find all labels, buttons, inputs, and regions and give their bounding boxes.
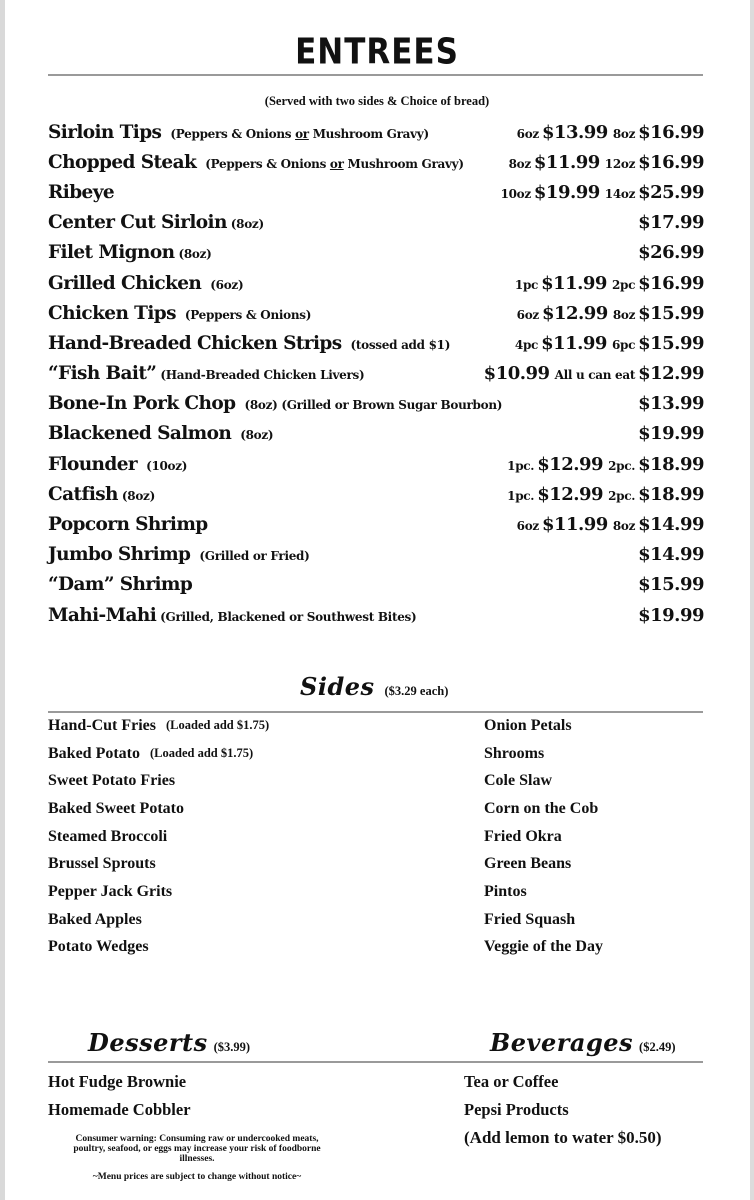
entree-name-group [48,242,211,263]
entree-name-group [48,454,187,475]
entree-name-group [48,544,310,565]
side-name: Baked Potato [48,744,140,762]
price-unit: 2pc. [608,488,636,503]
entree-note: (10oz) [146,458,188,473]
page-edge-left [0,0,5,1200]
side-item [48,934,448,962]
entree-note: (8oz) [240,428,274,443]
price-notice: ~Menu prices are subject to change without notice~ [92,1172,302,1182]
side-item [48,823,448,851]
entree-note: (8oz) (Grilled or Brown Sugar Bourbon) [244,398,503,413]
side-name: Pepper Jack Grits [48,882,173,900]
price-unit: 2pc. [608,458,636,473]
beverages-title: Beverages [490,1028,634,1057]
entree-row [48,208,704,238]
entree-row [48,600,704,630]
entree-name: Chicken Tips [48,302,176,324]
price-unit: 6oz [516,519,539,534]
entree-price-group [517,303,704,324]
entree-row [48,449,704,479]
entree-name: “Dam” Shrimp [48,574,193,596]
entree-name-group [48,212,264,233]
entree-name: Mahi-Mahi [48,604,157,626]
entree-price-group [638,212,704,233]
desserts-price: ($3.99) [213,1040,251,1054]
price-unit: 8oz [612,519,636,534]
entree-price-group [501,182,704,203]
side-item [48,850,448,878]
entree-name-group [48,303,311,324]
price-amount: $13.99 [638,393,704,415]
side-item: Fried Squash [484,910,576,928]
entree-row [48,117,704,147]
entree-name: Bone-In Pork Chop [48,393,236,415]
price-amount: $13.99 [541,121,608,143]
entree-row [48,298,704,328]
price-amount: $19.99 [638,604,704,626]
price-unit: 8oz [612,126,636,141]
entree-row [48,389,704,419]
entree-row [48,570,704,600]
sides-left-column [48,712,448,961]
entree-note [205,157,463,171]
entree-note-or: or [295,126,309,141]
price-amount: $25.99 [638,181,704,203]
desserts-list [48,1068,348,1124]
price-amount: $16.99 [638,121,704,143]
entree-row [48,479,704,509]
entree-name: Sirloin Tips [48,121,162,143]
entree-row [48,328,704,358]
entree-note: (tossed add $1) [350,337,451,352]
entrees-subtitle: (Served with two sides & Choice of bread) [264,94,490,108]
side-item [48,740,448,768]
entree-note: (Grilled or Fried) [199,549,310,564]
dessert-item: Hot Fudge Brownie [48,1072,187,1091]
side-name: Baked Sweet Potato [48,799,184,817]
side-item: Onion Petals [484,716,572,734]
entree-price-group [484,363,704,384]
entree-price-group [507,454,704,475]
side-note: (Loaded add $1.75) [150,746,254,761]
price-amount: $18.99 [638,483,704,505]
sides-right-column [484,712,704,961]
entree-name: Grilled Chicken [48,272,202,294]
side-name: Potato Wedges [48,938,149,956]
entree-price-group [515,273,704,294]
price-amount: $12.99 [537,483,604,505]
side-item: Shrooms [484,744,545,762]
entree-name-group [48,484,155,505]
entree-row [48,238,704,268]
side-name: Steamed Broccoli [48,827,168,845]
side-item [48,906,448,934]
entree-name-group [48,182,114,203]
side-name: Hand-Cut Fries [48,716,156,734]
side-item: Fried Okra [484,827,562,845]
price-unit: 2pc [611,277,636,292]
price-amount: $12.99 [537,453,604,475]
side-name: Baked Apples [48,910,142,928]
beverages-price: ($2.49) [639,1040,676,1054]
price-unit: 14oz [604,186,636,201]
entree-price-group [638,605,704,626]
sides-title: Sides [300,672,375,701]
beverages-header [490,1028,675,1057]
entree-name-group [48,273,243,294]
price-amount: $12.99 [638,363,704,385]
side-item [48,767,448,795]
desserts-title: Desserts [88,1028,208,1057]
entree-note-part: (Peppers & Onions [170,126,296,141]
beverage-item: Tea or Coffee [464,1072,559,1091]
side-note: (Loaded add $1.75) [166,718,270,733]
entree-name-group [48,574,192,595]
sides-header [300,672,448,701]
page-edge-right [750,0,754,1200]
side-name: Sweet Potato Fries [48,772,176,790]
entree-name-group [48,152,464,173]
entree-price-group [638,393,704,414]
price-unit: 4pc [514,337,539,352]
price-amount: $11.99 [541,514,608,536]
beverage-item: Pepsi Products [464,1100,569,1119]
entree-name: Blackened Salmon [48,423,232,445]
price-unit: 8oz [612,307,636,322]
price-unit: 1pc. [507,488,535,503]
entree-row [48,147,704,177]
price-unit: 10oz [500,186,531,201]
price-amount: $26.99 [638,242,704,264]
price-amount: $15.99 [638,302,704,324]
entree-price-group [507,484,704,505]
price-unit: All u can eat [554,368,636,383]
side-item [48,878,448,906]
price-amount: $12.99 [541,302,608,324]
price-amount: $18.99 [638,453,704,475]
entree-note-or: or [329,156,344,171]
price-amount: $15.99 [638,332,704,354]
entree-name: Jumbo Shrimp [48,544,191,566]
entrees-title: ENTREES [295,31,459,73]
price-unit: 1pc [514,277,539,292]
entree-name: Catfish [48,483,118,505]
entree-name-group [48,363,364,384]
entree-note: (Hand-Breaded Chicken Livers) [160,368,365,383]
price-amount: $11.99 [533,151,600,173]
entree-name-group [48,333,450,354]
entree-name-group [48,514,208,535]
price-unit: 6oz [516,126,539,141]
entree-price-group [638,544,704,565]
price-amount: $16.99 [638,272,704,294]
entree-note: (Peppers & Onions) [184,307,312,322]
beverage-note: (Add lemon to water $0.50) [464,1128,662,1147]
desserts-beverages-divider [48,1061,703,1063]
price-unit: 6pc [611,337,636,352]
price-amount: $14.99 [638,514,704,536]
price-amount: $17.99 [638,212,704,234]
side-item: Veggie of the Day [484,938,603,956]
sides-price: ($3.29 each) [384,684,449,698]
price-unit: 1pc. [507,458,535,473]
entree-name: Center Cut Sirloin [48,212,227,234]
side-item: Cole Slaw [484,772,552,790]
entree-name-group [48,122,429,143]
entrees-list [48,117,704,630]
entree-price-group [638,574,704,595]
price-unit: 8oz [508,156,531,171]
desserts-header [88,1028,250,1057]
entree-name-group [48,605,416,626]
price-amount: $16.99 [638,151,704,173]
price-amount: $11.99 [541,272,607,294]
entree-price-group [638,423,704,444]
entree-row [48,177,704,207]
entree-price-group [509,152,704,173]
entree-name: Filet Mignon [48,242,175,264]
entree-name-group [48,393,502,414]
entree-price-group [638,242,704,263]
price-amount: $19.99 [638,423,704,445]
entree-note-part: (Peppers & Onions [205,156,330,171]
side-item: Corn on the Cob [484,799,599,817]
entree-note-part: Mushroom Gravy) [308,126,429,141]
price-amount: $19.99 [533,181,600,203]
entree-row [48,540,704,570]
price-amount: $15.99 [638,574,704,596]
dessert-item: Homemade Cobbler [48,1100,191,1119]
entree-price-group [515,333,704,354]
entree-row [48,268,704,298]
entree-name: Chopped Steak [48,151,197,173]
price-unit: 6oz [516,307,539,322]
entrees-divider [48,74,703,76]
side-item [48,795,448,823]
price-amount: $11.99 [541,332,607,354]
entree-row [48,419,704,449]
price-amount: $14.99 [638,544,704,566]
entree-name: Hand-Breaded Chicken Strips [48,332,342,354]
entree-name: Flounder [48,453,138,475]
entree-note: (6oz) [210,277,244,292]
entree-name: “Fish Bait” [48,363,157,385]
entree-note: (8oz) [121,488,155,503]
price-amount: $10.99 [483,363,550,385]
entree-name-group [48,423,273,444]
side-item: Pintos [484,882,527,900]
entree-note-part: Mushroom Gravy) [343,156,464,171]
entree-price-group [517,122,704,143]
price-unit: 12oz [604,156,636,171]
entree-row [48,359,704,389]
entree-price-group [517,514,704,535]
side-name: Brussel Sprouts [48,855,156,873]
consumer-warning: Consumer warning: Consuming raw or undercooked meats, poultry, seafood, or eggs may increase your risk of foodborne illnesses. [73,1134,321,1164]
beverages-list [464,1068,704,1152]
entree-name: Popcorn Shrimp [48,514,208,536]
side-item: Green Beans [484,855,572,873]
entree-note [170,127,428,141]
entree-note: (8oz) [178,247,212,262]
entree-note: (Grilled, Blackened or Southwest Bites) [160,609,417,624]
entree-row [48,509,704,539]
entree-name: Ribeye [48,181,115,203]
side-item [48,712,448,740]
entree-note: (8oz) [230,217,264,232]
